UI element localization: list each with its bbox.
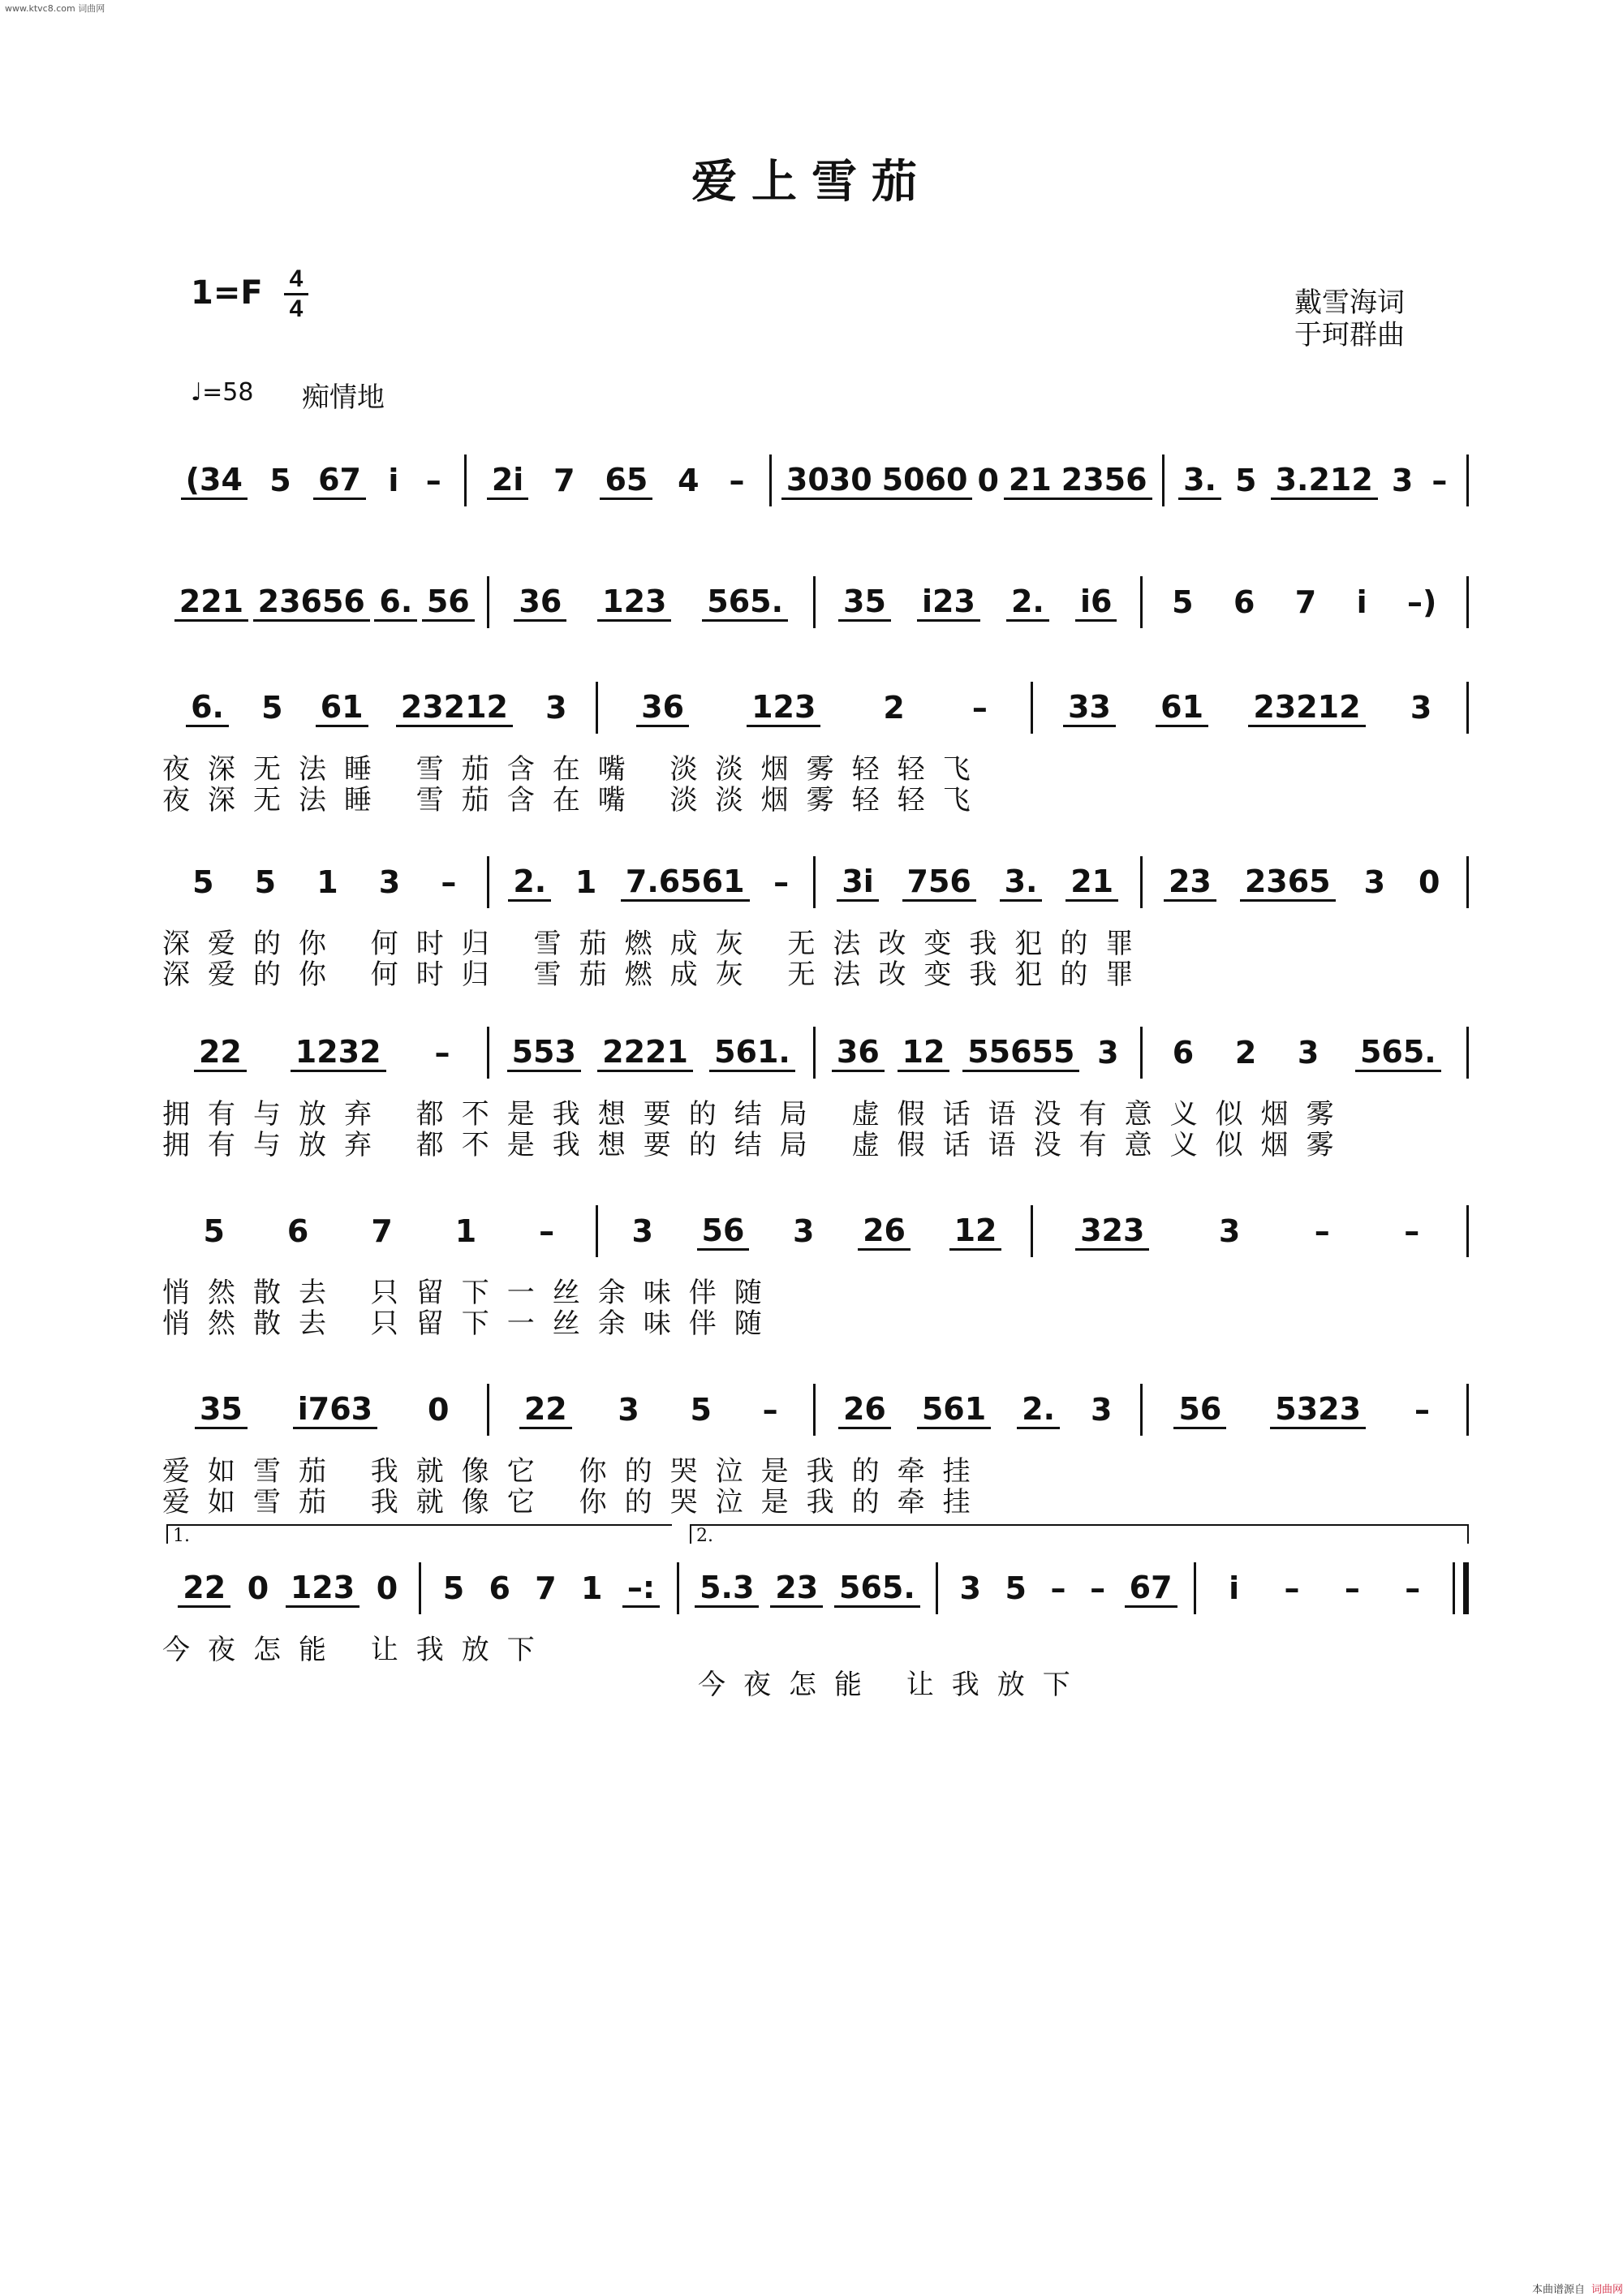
measure: [162, 1207, 596, 1256]
note-group: –: [539, 1213, 555, 1249]
note-group: 3: [1363, 864, 1386, 900]
note-group: 3: [631, 1213, 653, 1249]
measure: [489, 1028, 814, 1077]
note-group: 22: [194, 1034, 247, 1072]
note-group: 22: [519, 1391, 572, 1429]
note-group: 1: [581, 1570, 603, 1606]
measure: [162, 1564, 419, 1613]
note-group: 65: [600, 462, 652, 500]
bar-line: [1466, 576, 1469, 628]
note-group: 6: [286, 1213, 309, 1249]
note-group: 5: [203, 1213, 225, 1249]
note-group: –: [1431, 463, 1448, 498]
note-group: –:: [622, 1570, 660, 1608]
note-group: 23212: [396, 689, 513, 727]
measure: [598, 1207, 1031, 1256]
note-group: 35: [195, 1391, 248, 1429]
note-group: 2221: [597, 1034, 693, 1072]
note-group: 565.: [702, 584, 788, 622]
notation-system: [162, 1205, 1469, 1257]
note-group: 3: [545, 690, 567, 726]
measure: [489, 578, 814, 627]
note-group: 35: [838, 584, 891, 622]
note-group: 6: [489, 1570, 510, 1606]
note-group: 5.3: [695, 1570, 759, 1608]
note-group: 3: [1097, 1035, 1119, 1070]
note-group: 0: [977, 463, 999, 498]
note-group: 561: [917, 1391, 991, 1429]
lyric-line: 爱如雪茄 我就像它 你的哭泣是我的牵挂: [162, 1455, 988, 1488]
measure: [489, 1385, 814, 1434]
note-group: 0: [247, 1570, 269, 1606]
measure: [1033, 1207, 1466, 1256]
meter-bottom: 4: [289, 295, 304, 322]
note-group: 221: [174, 584, 248, 622]
note-group: 67: [313, 462, 366, 500]
note-group: 2i: [487, 462, 528, 500]
composer: 于珂群曲: [1294, 319, 1405, 351]
bar-line: [1466, 856, 1469, 908]
measure: [1165, 456, 1466, 505]
note-group: –): [1406, 584, 1437, 620]
song-title: 爱上雪茄: [691, 155, 932, 209]
lyric-line: 今夜怎能 让我放下: [698, 1669, 1088, 1701]
measure: [162, 1385, 487, 1434]
note-group: 5: [1005, 1570, 1027, 1606]
note-group: 5: [269, 463, 291, 498]
measure: [816, 1028, 1140, 1077]
meter-top: 4: [289, 265, 304, 292]
lyric-line: 悄然散去 只留下一丝余味伴随: [162, 1307, 780, 1340]
note-group: 6.: [374, 584, 417, 622]
measure: [1143, 858, 1467, 907]
note-group: i: [1229, 1570, 1240, 1606]
note-group: i763: [293, 1391, 377, 1429]
measure: [489, 858, 814, 907]
note-group: 2.: [1017, 1391, 1060, 1429]
note-group: 21: [1065, 864, 1118, 902]
source-badge: [1532, 2281, 1623, 2296]
note-group: 3i: [837, 864, 878, 902]
note-group: –: [441, 864, 457, 900]
note-group: –: [1090, 1570, 1106, 1606]
note-group: 23: [1164, 864, 1216, 902]
measure: [816, 578, 1140, 627]
lyric-line: 夜深无法睡 雪茄含在嘴 淡淡烟雾轻轻飞: [162, 753, 988, 786]
note-group: (34: [181, 462, 248, 500]
note-group: 26: [858, 1213, 911, 1251]
measure: [1196, 1564, 1453, 1613]
notation-system: [162, 1562, 1469, 1614]
measure: [1033, 683, 1466, 732]
lyric-line: 拥有与放弃 都不是我想要的结局 虚假话语没有意义似烟雾: [162, 1129, 1352, 1161]
note-group: –: [1344, 1570, 1360, 1606]
lyric-line: 今夜怎能 让我放下: [162, 1634, 553, 1666]
note-group: 22: [178, 1570, 230, 1608]
note-group: 3: [378, 864, 401, 900]
bar-line: [1466, 682, 1469, 734]
bar-line: [1453, 1562, 1469, 1614]
notation-system: [162, 576, 1469, 628]
note-group: –: [729, 463, 745, 498]
note-group: 23656: [253, 584, 370, 622]
note-group: 56: [1173, 1391, 1226, 1429]
note-group: 5: [442, 1570, 465, 1606]
note-group: 5323: [1270, 1391, 1366, 1429]
note-group: 0: [428, 1392, 450, 1428]
note-group: 56: [422, 584, 475, 622]
expression-marking: 痴情地: [302, 381, 385, 414]
note-group: 56: [697, 1213, 750, 1251]
measure: [1143, 578, 1467, 627]
note-group: 3: [1091, 1392, 1113, 1428]
bar-line: [1466, 454, 1469, 506]
note-group: 123: [597, 584, 671, 622]
note-group: 23: [770, 1570, 823, 1608]
notation-system: [162, 856, 1469, 908]
measure: [816, 1385, 1140, 1434]
note-group: 0: [376, 1570, 398, 1606]
note-group: –: [1314, 1213, 1330, 1249]
note-group: 553: [507, 1034, 581, 1072]
lyric-line: 悄然散去 只留下一丝余味伴随: [162, 1277, 780, 1309]
measure: [162, 456, 464, 505]
lyric-line: 拥有与放弃 都不是我想要的结局 虚假话语没有意义似烟雾: [162, 1098, 1352, 1131]
note-group: 6: [1233, 584, 1255, 620]
note-group: –: [1284, 1570, 1300, 1606]
note-group: 67: [1125, 1570, 1177, 1608]
bar-line: [1466, 1027, 1469, 1079]
measure: [938, 1564, 1195, 1613]
note-group: 7: [1294, 584, 1317, 620]
measure: [1143, 1385, 1467, 1434]
note-group: 1: [454, 1213, 477, 1249]
note-group: –: [1404, 1213, 1420, 1249]
note-group: i6: [1075, 584, 1117, 622]
note-group: 3.212: [1271, 462, 1378, 500]
note-group: –: [773, 864, 790, 900]
note-group: 565.: [1355, 1034, 1441, 1072]
notation-system: [162, 682, 1469, 734]
note-group: 561.: [709, 1034, 795, 1072]
note-group: 4: [678, 463, 700, 498]
note-group: –: [971, 690, 988, 726]
note-group: 3: [1410, 690, 1432, 726]
note-group: 61: [1156, 689, 1208, 727]
note-group: 61: [316, 689, 368, 727]
note-group: 36: [514, 584, 566, 622]
note-group: 5: [1235, 463, 1257, 498]
note-group: 3: [1218, 1213, 1241, 1249]
note-group: 33: [1063, 689, 1116, 727]
notation-system: [162, 1384, 1469, 1436]
note-group: –: [1050, 1570, 1066, 1606]
note-group: 7: [535, 1570, 557, 1606]
notation-system: [162, 454, 1469, 506]
time-signature: [284, 266, 308, 322]
notation-system: [162, 1027, 1469, 1079]
note-group: i: [1356, 584, 1367, 620]
note-group: 5: [254, 864, 277, 900]
measure: [162, 578, 487, 627]
note-group: 1: [575, 864, 597, 900]
measure: [816, 858, 1140, 907]
bar-line: [1466, 1384, 1469, 1436]
badge-right: 词曲网: [1591, 2284, 1623, 2296]
note-group: –: [762, 1392, 778, 1428]
note-group: –: [425, 463, 441, 498]
measure: [1143, 1028, 1467, 1077]
lyric-line: 夜深无法睡 雪茄含在嘴 淡淡烟雾轻轻飞: [162, 784, 988, 816]
note-group: 2356: [1057, 462, 1152, 500]
note-group: 756: [902, 864, 976, 902]
note-group: 2: [883, 690, 905, 726]
note-group: 6.: [186, 689, 229, 727]
note-group: –: [434, 1035, 450, 1070]
note-group: 12: [898, 1034, 950, 1072]
note-group: 23212: [1248, 689, 1365, 727]
note-group: 3030: [781, 462, 877, 500]
note-group: 3: [793, 1213, 815, 1249]
note-group: 1232: [291, 1034, 386, 1072]
note-group: 7.6561: [621, 864, 750, 902]
note-group: –: [1414, 1392, 1430, 1428]
note-group: 3.: [1178, 462, 1221, 500]
note-group: 5: [192, 864, 214, 900]
note-group: 5: [690, 1392, 712, 1428]
note-group: 123: [286, 1570, 359, 1608]
note-group: 2: [1234, 1035, 1257, 1070]
note-group: 1: [316, 864, 338, 900]
note-group: 21: [1004, 462, 1057, 500]
note-group: 12: [949, 1213, 1002, 1251]
note-group: 7: [553, 463, 575, 498]
note-group: 3: [1391, 463, 1414, 498]
measure: [467, 456, 768, 505]
note-group: 36: [636, 689, 689, 727]
note-group: 3: [618, 1392, 639, 1428]
note-group: 6: [1172, 1035, 1195, 1070]
note-group: i23: [917, 584, 980, 622]
note-group: 123: [747, 689, 820, 727]
note-group: 5060: [877, 462, 973, 500]
lyric-line: 爱如雪茄 我就像它 你的哭泣是我的牵挂: [162, 1486, 988, 1518]
lyric-line: 深爱的你 何时归 雪茄燃成灰 无法改变我犯的罪: [162, 958, 1152, 991]
note-group: 565.: [834, 1570, 920, 1608]
note-group: 2.: [508, 864, 551, 902]
note-group: 3.: [1000, 864, 1043, 902]
lyricist: 戴雪海词: [1294, 286, 1405, 319]
note-group: 2.: [1006, 584, 1049, 622]
measure: [772, 456, 1162, 505]
volta-first-ending: 1.: [166, 1524, 672, 1544]
note-group: 2365: [1240, 864, 1336, 902]
tempo-marking: ♩=58: [191, 378, 254, 407]
note-group: 3: [959, 1570, 981, 1606]
volta-second-ending: 2.: [690, 1524, 1469, 1544]
lyric-line: 深爱的你 何时归 雪茄燃成灰 无法改变我犯的罪: [162, 928, 1152, 960]
badge-left: 本曲谱源自: [1531, 2284, 1585, 2296]
note-group: i: [388, 463, 399, 498]
measure: [598, 683, 1031, 732]
measure: [679, 1564, 936, 1613]
note-group: 36: [832, 1034, 885, 1072]
measure: [421, 1564, 678, 1613]
measure: [162, 683, 596, 732]
note-group: 0: [1419, 864, 1440, 900]
note-group: 5: [1172, 584, 1194, 620]
note-group: 55655: [962, 1034, 1079, 1072]
note-group: 3: [1297, 1035, 1319, 1070]
site-tag: www.ktvc8.com 词曲网: [5, 3, 105, 14]
note-group: 323: [1075, 1213, 1149, 1251]
note-group: 5: [261, 690, 283, 726]
note-group: –: [1405, 1570, 1421, 1606]
note-group: 7: [371, 1213, 393, 1249]
note-group: 26: [838, 1391, 891, 1429]
measure: [162, 1028, 487, 1077]
key-signature: 1=F: [191, 274, 263, 312]
bar-line: [1466, 1205, 1469, 1257]
measure: [162, 858, 487, 907]
